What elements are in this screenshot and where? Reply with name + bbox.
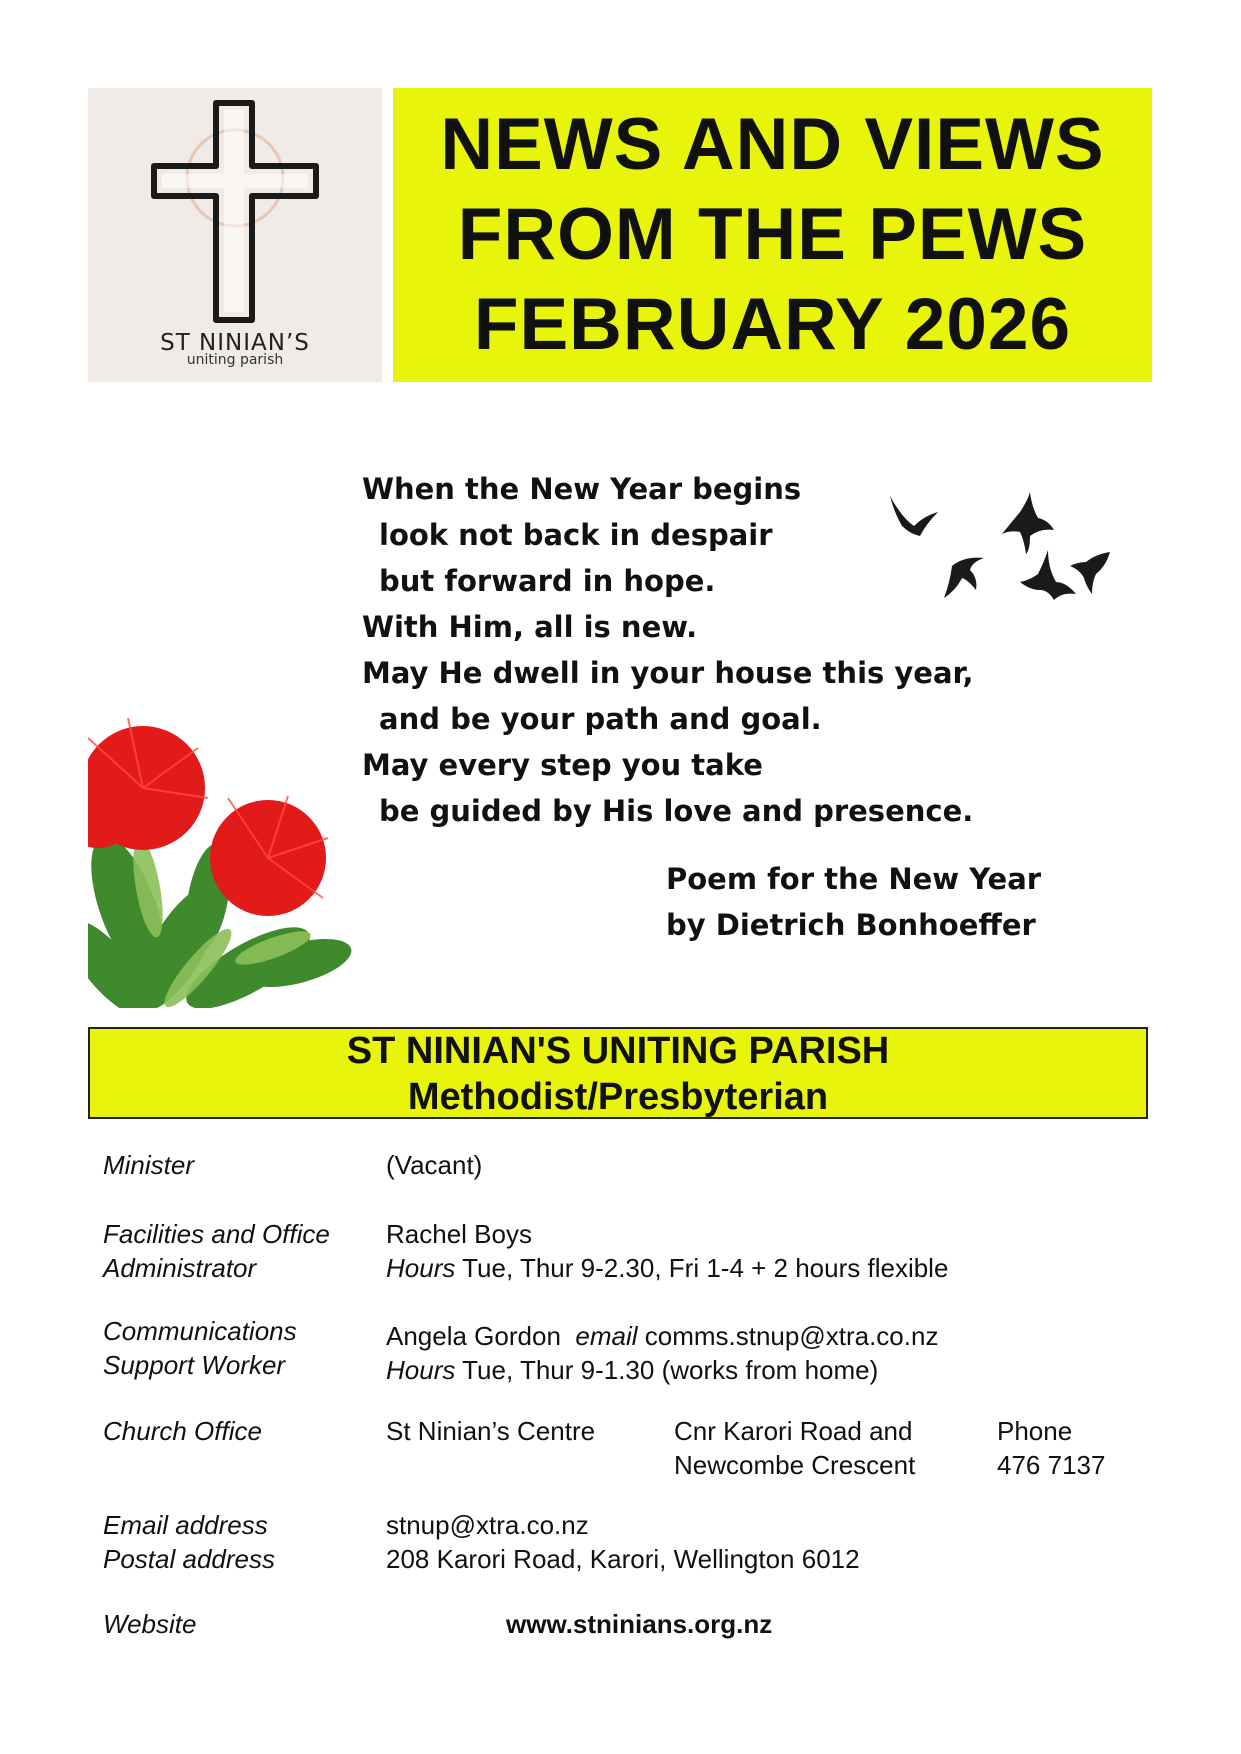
pohutukawa-flowers-image [88,718,358,1008]
hours-label: Hours [386,1355,456,1385]
communications-contact [386,1319,938,1353]
phone-number: 476 7137 [997,1450,1106,1480]
communications-email-link[interactable]: comms.stnup@xtra.co.nz [644,1321,939,1351]
website-link[interactable]: www.stninians.org.nz [506,1609,773,1639]
facilities-label [103,1217,330,1285]
phone-label: Phone [997,1416,1073,1446]
church-office-address [674,1414,915,1482]
church-office-centre: St Ninian’s Centre [386,1416,596,1446]
new-year-poem [362,466,974,834]
logo-name: ST NINIAN’S [160,330,310,356]
parish-logo [88,88,382,382]
church-office-phone [997,1414,1105,1482]
postal-address-label: Postal address [103,1544,275,1574]
communications-details [386,1319,938,1387]
attribution-line: Poem for the New Year [666,862,1042,896]
poem-line: be guided by His love and presence. [379,794,974,828]
poem-line: and be your path and goal. [379,702,822,736]
hours-label: Hours [386,1253,456,1283]
minister-label: Minister [103,1150,195,1180]
attribution-line: by Dietrich Bonhoeffer [666,908,1036,942]
email-label: email [575,1321,638,1351]
communications-hours [386,1353,938,1387]
administrator-name: Rachel Boys [386,1219,532,1249]
poem-line: but forward in hope. [379,564,716,598]
address-labels [103,1508,275,1576]
parish-denomination: Methodist/Presbyterian [407,1076,829,1118]
email-address-label: Email address [103,1510,268,1540]
poem-line: With Him, all is new. [362,610,698,644]
minister-value: (Vacant) [386,1150,483,1180]
address-line: Newcombe Crescent [674,1450,916,1480]
newsletter-title [393,88,1152,382]
title-line: FEBRUARY 2026 [473,284,1072,365]
communications-name: Angela Gordon [386,1321,561,1351]
communications-label-line: Support Worker [103,1350,286,1380]
hours-value: Tue, Thur 9-2.30, Fri 1-4 + 2 hours flexible [462,1253,949,1283]
postal-address: 208 Karori Road, Karori, Wellington 6012 [386,1544,860,1574]
address-values [386,1508,860,1576]
communications-label [103,1314,297,1382]
poem-line: When the New Year begins [362,472,802,506]
parish-name: ST NINIAN'S UNITING PARISH [346,1030,890,1072]
poem-attribution [666,856,1041,948]
poem-line: May He dwell in your house this year, [362,656,974,690]
church-office-label: Church Office [103,1416,262,1446]
hours-value: Tue, Thur 9-1.30 (works from home) [462,1355,879,1385]
parish-heading [88,1027,1148,1119]
website-label: Website [103,1609,197,1639]
facilities-label-line: Administrator [103,1253,257,1283]
email-address-link[interactable]: stnup@xtra.co.nz [386,1510,589,1540]
title-line: FROM THE PEWS [457,194,1088,275]
logo-subtitle: uniting parish [186,352,284,368]
poem-line: look not back in despair [379,518,773,552]
address-line: Cnr Karori Road and [674,1416,913,1446]
facilities-label-line: Facilities and Office [103,1219,330,1249]
communications-label-line: Communications [103,1316,297,1346]
facilities-details [386,1217,948,1285]
title-line: NEWS AND VIEWS [440,104,1105,185]
administrator-hours [386,1251,948,1285]
poem-line: May every step you take [362,748,763,782]
